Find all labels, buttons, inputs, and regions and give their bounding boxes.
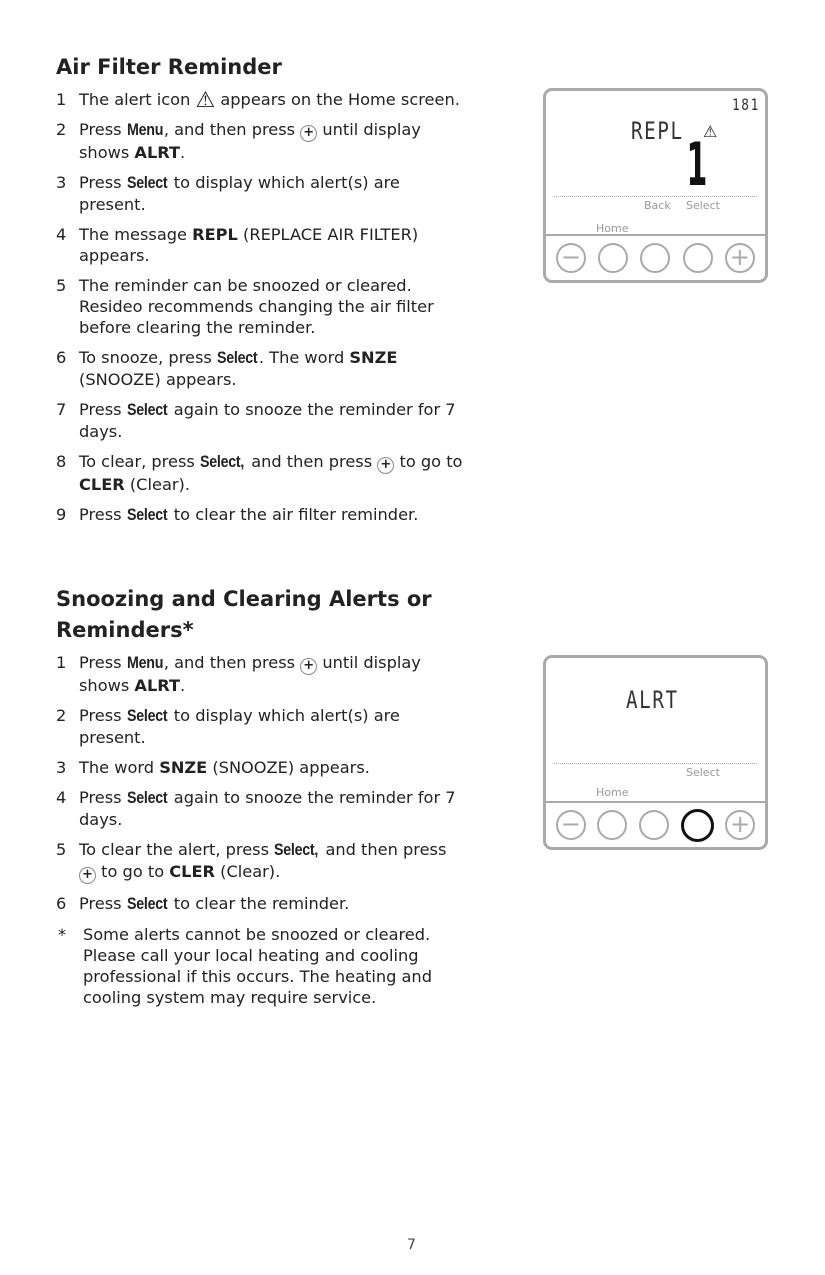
step-text: Press [79, 788, 127, 807]
lcd-display-text: ALRT [626, 686, 679, 714]
corner-readout: 181 [732, 95, 761, 114]
step-text: appears on the Home screen. [215, 90, 460, 109]
step-number: 5 [56, 276, 67, 295]
lcd-big-digit: 1 [686, 130, 708, 200]
select-button [683, 243, 713, 273]
button-row [546, 234, 765, 280]
display-word: REPL [192, 225, 238, 244]
button-name: Menu [126, 654, 163, 672]
step-text: To clear, press [79, 452, 200, 471]
step-text: to display which alert(s) are present. [79, 706, 400, 747]
step-text: , and then press [163, 120, 301, 139]
step-item [56, 757, 466, 778]
plus-icon: + [300, 125, 317, 142]
step-item [56, 504, 466, 526]
page-number: 7 [407, 1237, 416, 1253]
button-name: Select [126, 174, 168, 192]
step-text: (Clear). [214, 862, 281, 881]
button-name: Menu [126, 121, 163, 139]
home-label: Home [596, 222, 629, 235]
display-word: ALRT [134, 676, 181, 695]
step-text: To snooze, press [79, 348, 217, 367]
display-word: SNZE [349, 348, 398, 367]
step-text: The alert icon [79, 90, 196, 109]
step-text: To clear the alert, press [79, 840, 275, 859]
step-number: 7 [56, 400, 67, 419]
step-text: . [180, 676, 186, 695]
home-button [598, 243, 628, 273]
button-name: Select [126, 789, 168, 807]
minus-button: − [556, 243, 586, 273]
step-text: . [180, 143, 186, 162]
button-name: Select [126, 707, 168, 725]
select-label: Select [686, 766, 720, 779]
step-text: until display shows [79, 120, 421, 162]
air-filter-steps [56, 89, 466, 535]
step-item [56, 172, 466, 215]
step-text: The word [79, 758, 160, 777]
plus-button: + [725, 243, 755, 273]
step-number: 6 [56, 894, 67, 913]
divider [554, 196, 757, 197]
step-item [56, 705, 466, 748]
button-name: Select [126, 895, 168, 913]
step-number: 2 [56, 120, 67, 139]
select-label: Select [686, 199, 720, 212]
button-name: Select [126, 401, 168, 419]
section-title-snoozing: Snoozing and Clearing Alerts or Reminders* [56, 587, 432, 642]
step-text: again to snooze the reminder for 7 days. [79, 400, 456, 441]
step-item [56, 88, 466, 113]
home-label: Home [596, 786, 629, 799]
back-button [639, 810, 669, 840]
step-text: , and then press [163, 653, 301, 672]
step-item [56, 451, 466, 495]
minus-button: − [556, 810, 586, 840]
lcd-display-text: REPL [631, 117, 684, 145]
button-name: Select, [199, 453, 245, 471]
step-number: * [58, 925, 67, 944]
button-row [546, 801, 765, 847]
display-word: CLER [169, 862, 215, 881]
step-text: to go to [96, 862, 170, 881]
step-text: Press [79, 706, 127, 725]
step-text: and then press [320, 840, 447, 859]
alert-icon: ⚠ [195, 88, 216, 113]
step-text: Some alerts cannot be snoozed or cleared. Please call your local heating and cooling professional if this occurs. The heating and cooling system may require service. [83, 925, 432, 1007]
step-text: to display which alert(s) are present. [79, 173, 400, 214]
step-item [56, 893, 466, 915]
step-item [56, 839, 466, 884]
step-text: Press [79, 505, 127, 524]
step-text: and then press [246, 452, 378, 471]
footnote [56, 924, 466, 1008]
step-number: 1 [56, 90, 67, 109]
back-label: Back [644, 199, 671, 212]
plus-icon: + [377, 457, 394, 474]
step-text: Press [79, 120, 127, 139]
display-word: SNZE [159, 758, 208, 777]
step-text: Press [79, 894, 127, 913]
snoozing-steps [56, 652, 466, 1017]
step-number: 3 [56, 758, 67, 777]
select-button-highlighted [681, 809, 714, 842]
step-text: again to snooze the reminder for 7 days. [79, 788, 456, 829]
step-number: 8 [56, 452, 67, 471]
step-text: (SNOOZE) appears. [207, 758, 370, 777]
thermostat-screen [546, 91, 765, 234]
step-number: 1 [56, 653, 67, 672]
thermostat-screen [546, 658, 765, 801]
button-name: Select [126, 506, 168, 524]
thermostat-alrt-illustration [543, 655, 768, 850]
step-number: 5 [56, 840, 67, 859]
plus-button: + [725, 810, 755, 840]
plus-icon: + [79, 867, 96, 884]
step-text: Press [79, 400, 127, 419]
step-text: until display shows [79, 653, 421, 695]
section-title-air-filter: Air Filter Reminder [56, 55, 282, 79]
step-text: The reminder can be snoozed or cleared. Resideo recommends changing the air filter before clearing the reminder. [79, 276, 434, 337]
step-number: 4 [56, 225, 67, 244]
button-name: Select, [274, 841, 319, 859]
step-text: (SNOOZE) appears. [79, 370, 237, 389]
step-text: Press [79, 653, 127, 672]
step-text: (REPLACE AIR FILTER) appears. [79, 225, 419, 265]
alert-icon: ⚠ [703, 122, 718, 141]
step-text: Press [79, 173, 127, 192]
step-text: to go to [394, 452, 463, 471]
display-word: CLER [79, 475, 125, 494]
step-text: . The word [258, 348, 350, 367]
step-number: 2 [56, 706, 67, 725]
back-button [640, 243, 670, 273]
divider [554, 763, 757, 764]
step-number: 4 [56, 788, 67, 807]
step-item [56, 787, 466, 830]
step-item [56, 399, 466, 442]
step-text: The message [79, 225, 193, 244]
step-item [56, 224, 466, 266]
home-button [597, 810, 627, 840]
step-text: to clear the air filter reminder. [168, 505, 419, 524]
step-item [56, 652, 466, 696]
plus-icon: + [300, 658, 317, 675]
button-name: Select [216, 349, 258, 367]
step-item [56, 275, 466, 338]
step-number: 6 [56, 348, 67, 367]
step-number: 9 [56, 505, 67, 524]
display-word: ALRT [134, 143, 181, 162]
step-text: to clear the reminder. [168, 894, 350, 913]
step-item [56, 119, 466, 163]
thermostat-repl-illustration [543, 88, 768, 283]
step-number: 3 [56, 173, 67, 192]
step-text: (Clear). [124, 475, 190, 494]
step-item [56, 347, 466, 390]
